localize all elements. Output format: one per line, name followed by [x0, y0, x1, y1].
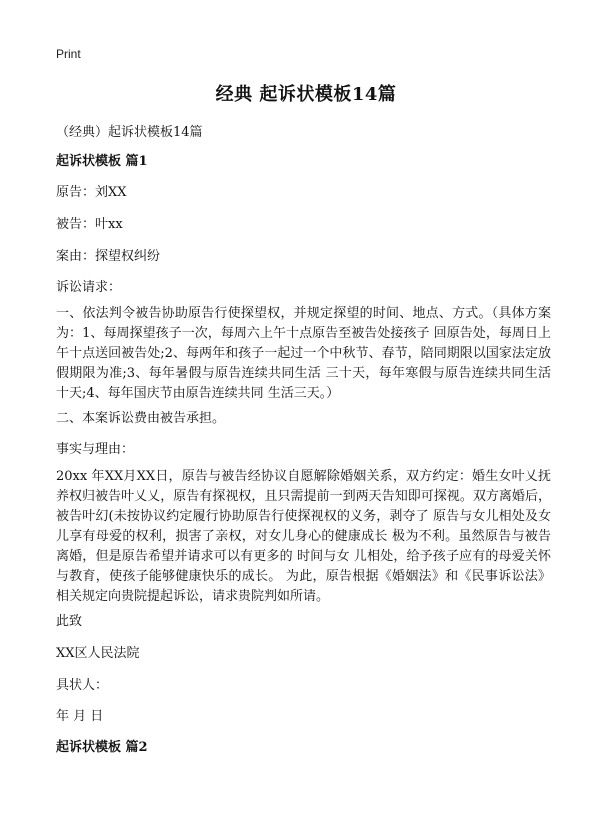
- defendant-line: 被告：叶xx: [56, 217, 123, 232]
- claims-label: 诉讼请求：: [56, 280, 122, 295]
- section-heading-1: 起诉状模板 篇1: [56, 154, 148, 169]
- section-heading-2: 起诉状模板 篇2: [56, 740, 148, 755]
- document-subtitle: （经典）起诉状模板14篇: [56, 125, 203, 140]
- cause-line: 案由：探望权纠纷: [56, 249, 161, 264]
- date-line: 年 月 日: [56, 709, 104, 724]
- court-line: XX区人民法院: [56, 646, 140, 661]
- claim-2-line: 二、本案诉讼费由被告承担。: [56, 411, 226, 426]
- plaintiff-line: 原告：刘XX: [56, 185, 127, 200]
- facts-label: 事实与理由：: [56, 442, 135, 457]
- print-link[interactable]: Print: [56, 47, 81, 61]
- closing-line: 此致: [56, 614, 83, 629]
- facts-paragraph: 20xx 年XX月XX日，原告与被告经协议自愿解除婚姻关系，双方约定：婚生女叶乂抚养权归被告叶乂乂，原告有探视权，且只需提前一到两天告知即可探视。双方离婚后，被告叶幻(未按协议约定履行协助原告行使探视权的义务，剥夺了 原告与女儿相处及女儿享有母爱的权利，损害了亲权，对女儿身心的健康成长 极为不利。虽然原告与被告离婚，但是原告希望并请求可以有更多的 时间与女 儿相处，给予孩子应有的母爱关怀与教育，使孩子能够健康快乐的成长。 为此，原告根据《婚姻法》和《民事诉讼法》相关规定向贵院提起诉讼，请求贵院判如所请。: [56, 469, 551, 604]
- document-title: 经典 起诉状模板14篇: [215, 84, 397, 105]
- signer-line: 具状人：: [56, 678, 109, 693]
- claim-1-paragraph: 一、依法判令被告协助原告行使探望权，并规定探望的时间、地点、方式。（具体方案为：1、每周探望孩子一次，每周六上午十点原告至被告处接孩子 回原告处，每周日上午十点送回被告处;2、每两年和孩子一起过一个中秋节、春节，陪同期限以国家法定放假期限为准;3、每年暑假与原告连续共同生活 三十天，每年寒假与原告连续共同生活十天;4、每年国庆节由原告连续共同 生活三天。）: [56, 306, 551, 401]
